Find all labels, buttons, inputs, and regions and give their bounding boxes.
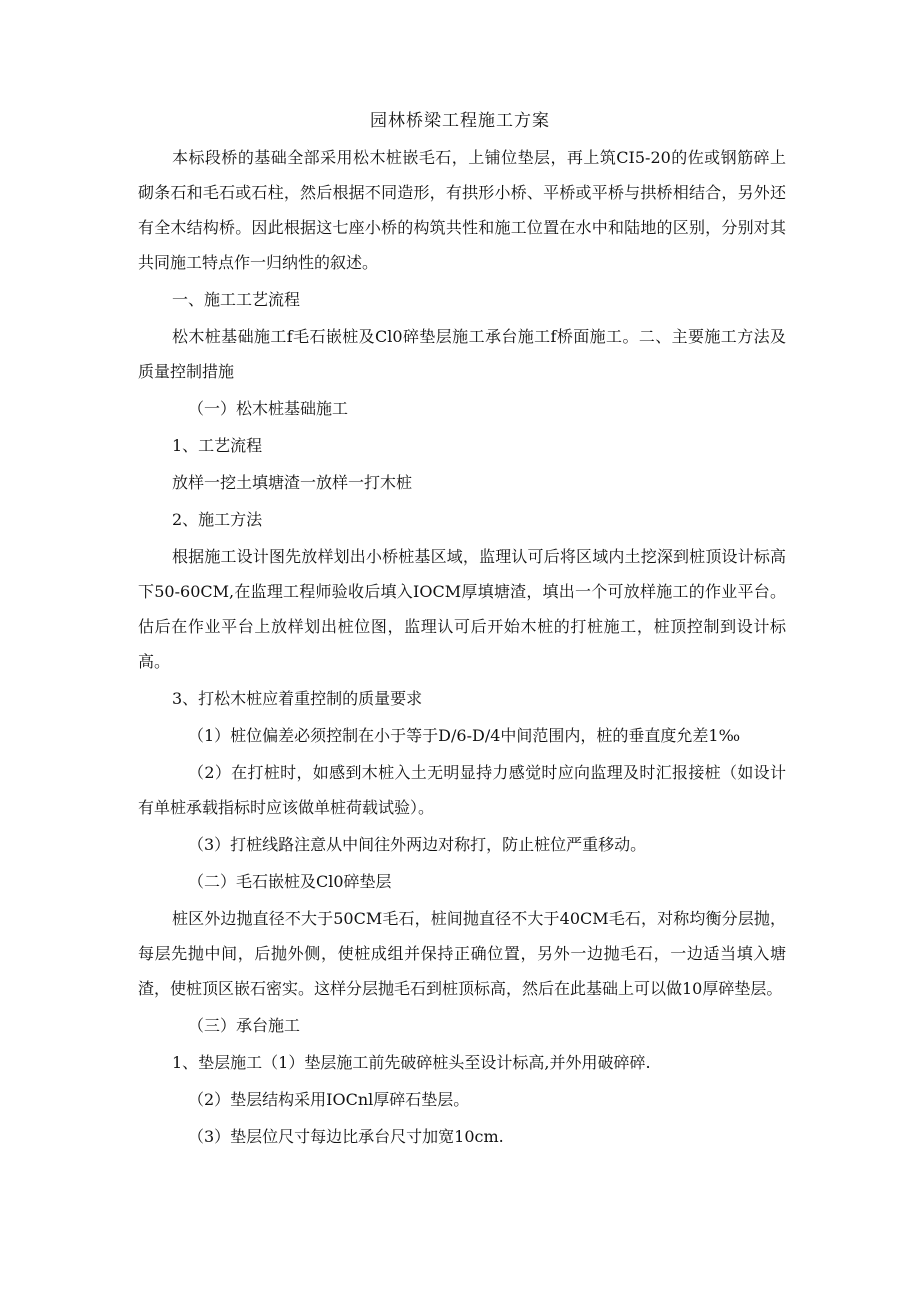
heading-construction-method: 2、施工方法 bbox=[172, 510, 263, 529]
paragraph-rubble-cushion: 桩区外边抛直径不大于50CM毛石，桩间抛直径不大于40CM毛石，对称均衡分层抛，每层先抛中间，后抛外侧，使桩成组并保持正确位置，另外一边抛毛石，一边适当填入塘渣，使桩顶区嵌石密实。这样分层抛毛石到桩顶标高，然后在此基础上可以做10厚碎垫层。 bbox=[138, 909, 786, 998]
paragraph-intro: 本标段桥的基础全部采用松木桩嵌毛石，上铺位垫层，再上筑CI5-20的佐或钢筋碎上砌条石和毛石或石柱，然后根据不同造形，有拱形小桥、平桥或平桥与拱桥相结合，另外还有全木结构桥。因此根据这七座小桥的构筑共性和施工位置在水中和陆地的区别，分别对其共同施工特点作一归纳性的叙述。 bbox=[138, 148, 786, 272]
heading-quality-requirements: 3、打松木桩应着重控制的质量要求 bbox=[172, 689, 423, 708]
list-item-cushion-3: （3）垫层位尺寸每边比承台尺寸加宽10cm. bbox=[188, 1127, 504, 1146]
heading-cap-construction: （三）承台施工 bbox=[188, 1016, 301, 1035]
paragraph-process-flow: 松木桩基础施工f毛石嵌桩及Cl0碎垫层施工承台施工f桥面施工。二、主要施工方法及质量控制措施 bbox=[138, 327, 786, 381]
list-item-cushion-1: 1、垫层施工（1）垫层施工前先破碎桩头至设计标高,并外用破碎碎. bbox=[172, 1053, 651, 1072]
paragraph-craft-flow: 放样一挖土填塘渣一放样一打木桩 bbox=[172, 473, 413, 492]
list-item-cushion-2: （2）垫层结构采用IOCnl厚碎石垫层。 bbox=[188, 1090, 470, 1109]
list-item-quality-3: （3）打桩线路注意从中间往外两边对称打，防止桩位严重移动。 bbox=[188, 835, 647, 854]
document-body bbox=[138, 140, 786, 1154]
heading-pine-pile-foundation: （一）松木桩基础施工 bbox=[188, 399, 349, 418]
heading-rubble-cushion: （二）毛石嵌桩及Cl0碎垫层 bbox=[188, 872, 392, 891]
document-title: 园林桥梁工程施工方案 bbox=[370, 111, 550, 131]
paragraph-construction-method: 根据施工设计图先放样划出小桥桩基区域，监理认可后将区域内土挖深到桩顶设计标高下50-60CM,在监理工程师验收后填入IOCM厚填塘渣，填出一个可放样施工的作业平台。估后在作业平台上放样划出桩位图，监理认可后开始木桩的打桩施工，桩顶控制到设计标高。 bbox=[138, 547, 786, 671]
list-item-quality-1: （1）桩位偏差必须控制在小于等于D/6-D/4中间范围内，桩的垂直度允差1‰ bbox=[188, 726, 741, 745]
heading-craft-flow: 1、工艺流程 bbox=[172, 436, 263, 455]
list-item-quality-2: （2）在打桩时，如感到木桩入土无明显持力感觉时应向监理及时汇报接桩（如设计有单桩承载指标时应该做单桩荷载试验）。 bbox=[138, 763, 786, 817]
heading-process-flow: 一、施工工艺流程 bbox=[172, 290, 301, 309]
